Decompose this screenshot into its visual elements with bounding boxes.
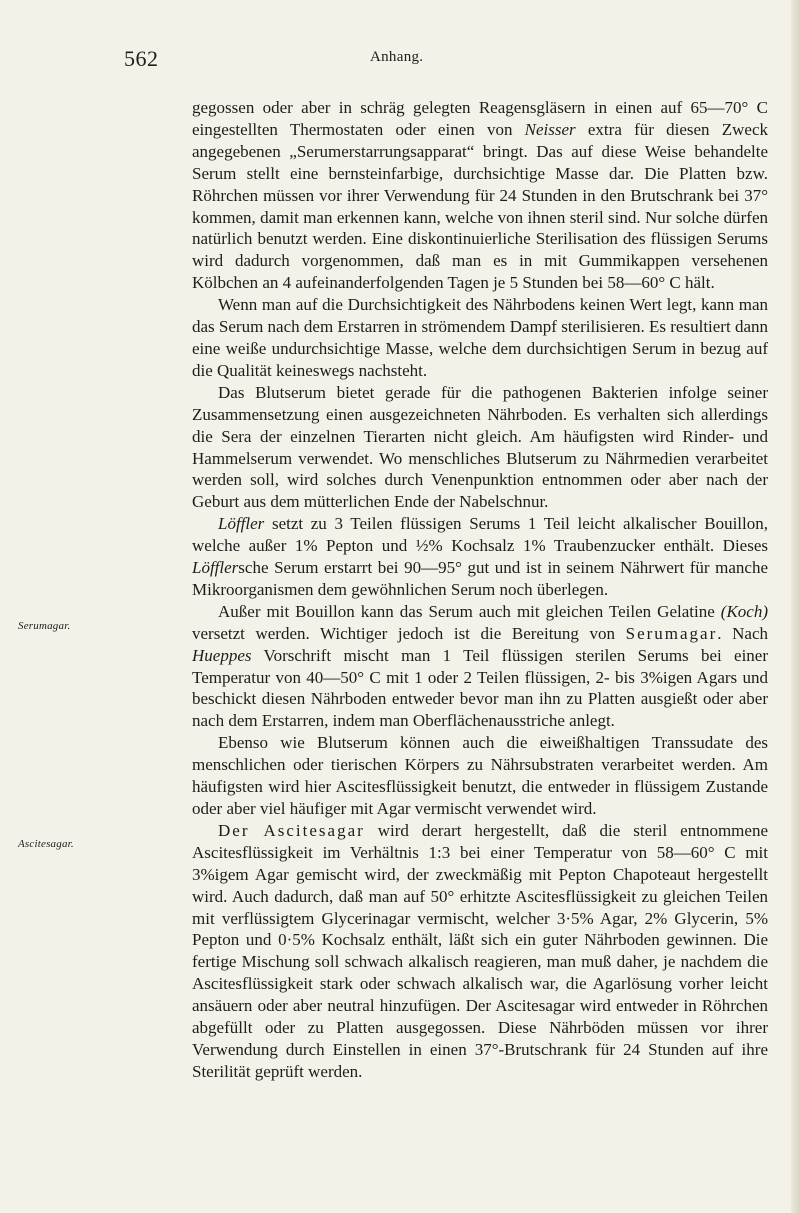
margin-note-ascitesagar: Ascitesagar. <box>18 838 74 850</box>
page-edge <box>791 0 800 1213</box>
paragraph-3: Das Blutserum bietet gerade für die pathogenen Bakterien infolge seiner Zusammensetzung einen ausgezeichneten Nährboden. Es verhalten sich allerdings die Sera der einzelnen Tierarten nicht gleich. Am häufigsten wird Rinder- und Hammelserum verwendet. Wo menschliches Blutserum zu Nährmedien verarbeitet werden soll, wird solches durch Venenpunktion entnommen oder aber nach der Geburt aus dem mütterlichen Ende der Nabelschnur. <box>192 382 768 512</box>
page-number: 562 <box>124 46 159 71</box>
paragraph-6: Ebenso wie Blutserum können auch die eiweißhaltigen Transsudate des menschlichen oder tierischen Körpers zu Nährsubstraten verarbeitet werden. Am häufigsten wird hier Ascitesflüssigkeit benutzt, die entweder in flüssigem Zustande oder aber viel häufiger mit Agar vermischt verwendet wird. <box>192 733 768 818</box>
author-name: Hueppes <box>192 645 252 665</box>
term-serumagar: Serumagar <box>625 623 718 643</box>
author-name: Löffler <box>218 514 265 534</box>
term-ascitesagar: Der Ascitesagar <box>218 820 365 840</box>
author-name: Neisser <box>524 119 576 139</box>
paragraph-1: gegossen oder aber in schräg gelegten Reagensgläsern in einen auf 65—70° C eingestellten Thermostaten oder einen von Neisser extra für diesen Zweck angegebenen „Serumerstarrungsapparat“ bringt. Das auf diese Weise behandelte Serum stellt eine bernsteinfarbige, durchsichtige Masse dar. Die Platten bzw. Röhrchen müssen vor ihrer Verwendung für 24 Stunden in den Brutschrank bei 37° kommen, damit man erkennen kann, welche von ihnen steril sind. Nur solche dürfen natürlich benutzt werden. Eine diskontinuierliche Sterilisation des flüssigen Serums wird dadurch vorgenommen, daß man es in mit Gummikappen versehenen Kölbchen an 4 aufeinanderfolgenden Tagen je 5 Stunden bei 58—60° C hält. <box>192 98 769 293</box>
paragraph-4: Löffler setzt zu 3 Teilen flüssigen Serums 1 Teil leicht alkalischer Bouillon, welche außer 1% Pepton und ½% Kochsalz 1% Traubenzucker enthält. Dieses Löfflersche Serum erstarrt bei 90—95° gut und ist in seinem Nährwert für manche Mikroorganismen dem gewöhnlichen Serum noch überlegen. <box>192 514 768 599</box>
running-head <box>0 44 800 74</box>
running-title: Anhang. <box>370 49 424 65</box>
margin-note-serumagar: Serumagar. <box>18 620 71 632</box>
paragraph-7: Der Ascitesagar wird derart hergestellt, daß die steril entnommene Ascitesflüssigkeit im Verhältnis 1:3 bei einer Temperatur von 58—60° C mit 3%igem Agar gemischt wird, der zweckmäßig mit Pepton Chapoteaut hergestellt wird. Auch dadurch, daß man auf 50° erhitzte Ascitesflüssigkeit zu gleichen Teilen mit verflüssigtem Glycerinagar vermischt, welcher 3·5% Agar, 2% Glycerin, 5% Pepton und 0·5% Kochsalz enthält, läßt sich ein guter Nährboden gewinnen. Die fertige Mischung soll schwach alkalisch reagieren, man muß daher, je nachdem die Ascitesflüssigkeit stark oder schwach alkalisch war, die Agarlösung vorher leicht ansäuern oder aber neutral hinzufügen. Der Ascitesagar wird entweder in Röhrchen abgefüllt oder zu Platten ausgegossen. Diese Nährböden müssen vor ihrer Verwendung durch Einstellen in einen 37°-Brutschrank für 24 Stunden auf ihre Sterilität geprüft werden. <box>192 820 768 1081</box>
body-text <box>192 97 768 1083</box>
author-name: (Koch) <box>720 601 768 621</box>
author-name: Löffler <box>192 558 239 578</box>
paragraph-5: Außer mit Bouillon kann das Serum auch mit gleichen Teilen Gelatine (Koch) versetzt werden. Wichtiger jedoch ist die Bereitung von Serumagar. Nach Hueppes Vorschrift mischt man 1 Teil flüssigen sterilen Serums bei einer Temperatur von 40—50° C mit 1 oder 2 Teilen flüssigen, 2- bis 3%igen Agars und beschickt diesen Nährboden entweder bevor man ihn zu Platten ausgießt oder aber nach dem Erstarren, indem man Oberflächenausstriche anlegt. <box>192 601 768 731</box>
paragraph-2: Wenn man auf die Durchsichtigkeit des Nährbodens keinen Wert legt, kann man das Serum nach dem Erstarren in strömendem Dampf sterilisieren. Es resultiert dann eine weiße undurchsichtige Masse, welche dem durchsichtigen Serum in bezug auf die Qualität keineswegs nachsteht. <box>192 295 768 380</box>
